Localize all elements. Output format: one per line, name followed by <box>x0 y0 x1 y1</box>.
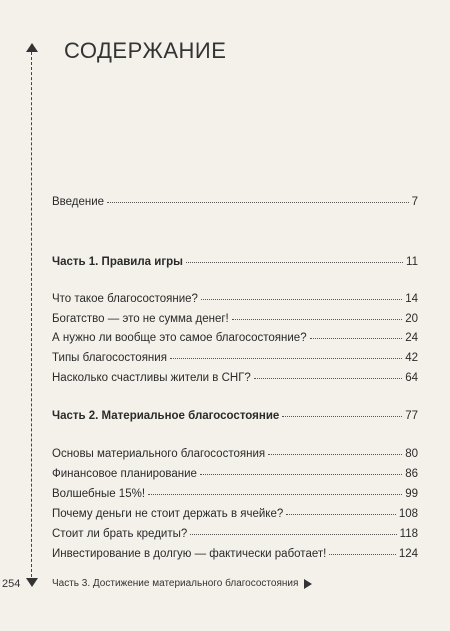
arrow-down-icon <box>26 578 38 587</box>
dot-leader <box>282 415 402 417</box>
toc-entry-page: 118 <box>399 528 418 540</box>
toc-entry-label: Стоит ли брать кредиты? <box>52 528 188 540</box>
dot-leader <box>268 453 402 455</box>
toc-entry-page: 108 <box>398 508 418 520</box>
toc-entry-label: Финансовое планирование <box>52 468 197 480</box>
dot-leader <box>170 357 402 359</box>
toc-entry[interactable] <box>52 370 418 386</box>
toc-entry-page: 86 <box>405 468 418 480</box>
toc-entry-label: Часть 2. Материальное благосостояние <box>52 410 280 422</box>
toc-entry[interactable] <box>52 526 418 542</box>
toc-entry-page: 7 <box>411 196 418 208</box>
page-title: СОДЕРЖАНИЕ <box>64 38 227 63</box>
dot-leader <box>254 377 402 379</box>
toc-entry-label: Часть 1. Правила игры <box>52 256 183 268</box>
toc-entry-page: 14 <box>405 293 418 305</box>
toc-entry-page: 64 <box>405 372 418 384</box>
toc-entry-label: Богатство — это не сумма денег! <box>52 313 229 325</box>
toc-entry-page: 42 <box>405 352 418 364</box>
toc-entry-label: Основы материального благосостояния <box>52 448 266 460</box>
toc-entry-page: 99 <box>405 488 418 500</box>
dot-leader <box>310 337 403 339</box>
page-number: 254 <box>2 578 21 590</box>
dot-leader <box>286 513 396 515</box>
dot-leader <box>148 493 402 495</box>
toc-entry-label: Что такое благосостояние? <box>52 293 198 305</box>
toc-entry-label: Волшебные 15%! <box>52 488 146 500</box>
toc-entry[interactable] <box>52 546 418 562</box>
dot-leader <box>186 261 403 263</box>
toc-entry[interactable] <box>52 291 418 307</box>
toc-entry[interactable] <box>52 446 418 462</box>
dot-leader <box>190 533 396 535</box>
toc-entry-page: 24 <box>405 332 418 344</box>
triangle-right-icon <box>304 579 312 589</box>
toc-entry-page: 124 <box>398 548 418 560</box>
toc-entry-page: 11 <box>406 256 418 268</box>
dot-leader <box>232 318 402 320</box>
toc-entry-label: Почему деньги не стоит держать в ячейке? <box>52 508 284 520</box>
toc-entry[interactable] <box>52 466 418 482</box>
toc-entry[interactable] <box>52 506 418 522</box>
toc-entry-label: Инвестирование в долгую — фактически работает! <box>52 548 327 560</box>
toc-entry[interactable] <box>52 330 418 346</box>
running-footer[interactable] <box>52 578 312 589</box>
toc-entry[interactable] <box>52 194 418 210</box>
toc-entry-page: 80 <box>405 448 418 460</box>
dot-leader <box>329 553 395 555</box>
toc-entry-label: Типы благосостояния <box>52 352 167 364</box>
toc-entry-page: 77 <box>405 410 418 422</box>
toc-entry[interactable] <box>52 350 418 366</box>
toc-entry-label: Насколько счастливы жители в СНГ? <box>52 372 251 384</box>
dot-leader <box>107 201 409 203</box>
toc-entry-page: 20 <box>405 313 418 325</box>
toc-part-entry[interactable] <box>52 254 418 270</box>
dot-leader <box>201 298 402 300</box>
toc-part-entry[interactable] <box>52 408 418 424</box>
toc-entry-label: Введение <box>52 196 105 208</box>
toc-entry-label: А нужно ли вообще это самое благосостояние? <box>52 332 307 344</box>
dot-leader <box>200 473 402 475</box>
toc-entry[interactable] <box>52 311 418 327</box>
arrow-up-icon <box>26 43 38 52</box>
footer-text: Часть 3. Достижение материального благосостояния <box>52 578 299 589</box>
toc-entry[interactable] <box>52 486 418 502</box>
dashed-vertical-line <box>31 52 32 582</box>
